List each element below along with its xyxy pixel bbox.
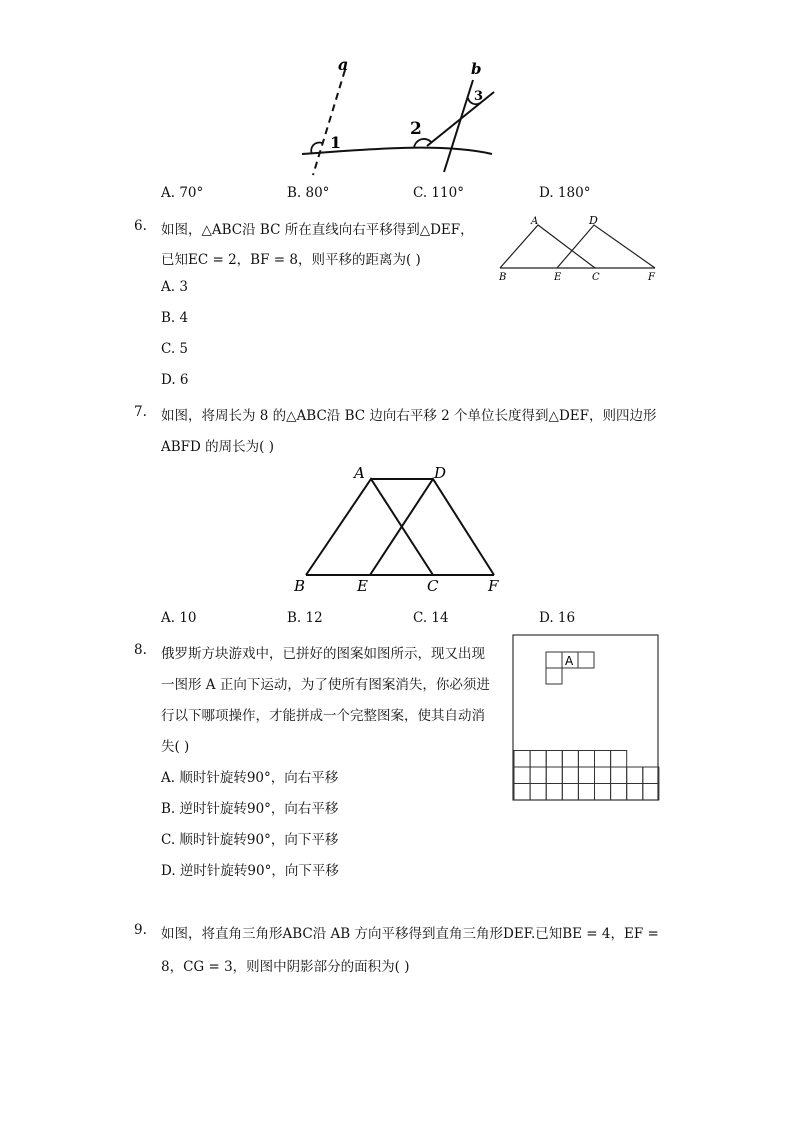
q6-text-line2: 已知EC = 2，BF = 8，则平移的距离为( ) bbox=[161, 252, 421, 268]
label-2: 2 bbox=[410, 119, 422, 139]
piece-label-A: A bbox=[565, 654, 574, 668]
stack-cell bbox=[611, 767, 627, 784]
stack-cell bbox=[643, 767, 659, 784]
q6-option-d: D. 6 bbox=[161, 372, 189, 388]
q8-option-a: A. 顺时针旋转90°，向右平移 bbox=[161, 770, 339, 786]
stack-cell bbox=[611, 751, 627, 768]
stack-cell bbox=[514, 784, 530, 801]
q8-option-d: D. 逆时针旋转90°，向下平移 bbox=[161, 863, 339, 879]
q8-text-line2: 一图形 A 正向下运动，为了使所有图案消失，你必须进 bbox=[161, 677, 490, 693]
stack-cell bbox=[595, 751, 611, 768]
q8-option-b: B. 逆时针旋转90°，向右平移 bbox=[161, 801, 339, 817]
stack-cell bbox=[546, 767, 562, 784]
q7-option-d: D. 16 bbox=[539, 610, 576, 626]
stack-cell bbox=[514, 767, 530, 784]
q5-option-b: B. 80° bbox=[287, 185, 330, 201]
q7-option-c: C. 14 bbox=[413, 610, 449, 626]
q7-text-line2: ABFD 的周长为( ) bbox=[161, 439, 274, 455]
q7-option-b: B. 12 bbox=[287, 610, 323, 626]
stack-cell bbox=[530, 751, 546, 768]
stack-cell bbox=[627, 767, 643, 784]
stack-cell bbox=[514, 751, 530, 768]
q6-option-a: A. 3 bbox=[161, 279, 188, 295]
stack-cell bbox=[611, 784, 627, 801]
q6-label-D: D bbox=[589, 214, 598, 227]
stack-cell bbox=[578, 767, 594, 784]
piece-cell bbox=[546, 668, 562, 684]
stack-cell bbox=[530, 767, 546, 784]
stacked-grid bbox=[514, 751, 659, 801]
label-b: b bbox=[471, 60, 482, 78]
q7-number: 7. bbox=[134, 404, 147, 420]
q7-label-F: F bbox=[488, 577, 499, 595]
q7-label-E: E bbox=[357, 577, 368, 595]
q6-label-C: C bbox=[592, 272, 600, 283]
q5-option-c: C. 110° bbox=[413, 185, 464, 201]
stack-cell bbox=[578, 784, 594, 801]
q7-label-D: D bbox=[434, 464, 447, 482]
q6-label-B: B bbox=[499, 272, 507, 283]
label-a: a bbox=[338, 55, 349, 74]
q9-text-line1: 如图，将直角三角形ABC沿 AB 方向平移得到直角三角形DEF.已知BE = 4，EF = bbox=[161, 926, 659, 942]
stack-cell bbox=[562, 751, 578, 768]
stack-cell bbox=[643, 784, 659, 801]
stack-cell bbox=[595, 767, 611, 784]
q7-label-A: A bbox=[354, 464, 365, 482]
q7-label-B: B bbox=[294, 577, 306, 595]
q6-label-E: E bbox=[554, 272, 562, 283]
q9-text-line2: 8，CG = 3，则图中阴影部分的面积为( ) bbox=[161, 959, 410, 975]
q7-option-a: A. 10 bbox=[161, 610, 197, 626]
q7-text-line1: 如图，将周长为 8 的△ABC沿 BC 边向右平移 2 个单位长度得到△DEF，则四边形 bbox=[161, 408, 657, 424]
q6-option-c: C. 5 bbox=[161, 341, 189, 357]
q9-number: 9. bbox=[134, 922, 147, 938]
stack-cell bbox=[546, 784, 562, 801]
q6-label-A: A bbox=[531, 216, 539, 227]
label-3: 3 bbox=[474, 89, 484, 104]
stack-cell bbox=[578, 751, 594, 768]
stack-cell bbox=[546, 751, 562, 768]
q7-label-C: C bbox=[427, 577, 439, 595]
piece-cell bbox=[546, 652, 562, 668]
q6-option-b: B. 4 bbox=[161, 310, 189, 326]
stack-cell bbox=[530, 784, 546, 801]
q5-option-d: D. 180° bbox=[539, 185, 591, 201]
q8-text-line4: 失( ) bbox=[161, 739, 190, 755]
q6-number: 6. bbox=[134, 218, 147, 234]
q8-number: 8. bbox=[134, 642, 147, 658]
q6-text-line1: 如图，△ABC沿 BC 所在直线向右平移得到△DEF， bbox=[161, 222, 474, 238]
stack-cell bbox=[562, 784, 578, 801]
q6-label-F: F bbox=[648, 272, 655, 283]
q8-text-line3: 行以下哪项操作，才能拼成一个完整图案，使其自动消 bbox=[161, 708, 485, 724]
q8-option-c: C. 顺时针旋转90°，向下平移 bbox=[161, 832, 339, 848]
piece-cell bbox=[578, 652, 594, 668]
tetris-frame bbox=[513, 635, 658, 800]
stack-cell bbox=[562, 767, 578, 784]
stack-cell bbox=[595, 784, 611, 801]
q8-text-line1: 俄罗斯方块游戏中，已拼好的图案如图所示，现又出现 bbox=[161, 646, 485, 662]
q5-option-a: A. 70° bbox=[161, 185, 204, 201]
stack-cell bbox=[627, 784, 643, 801]
label-1: 1 bbox=[330, 133, 342, 152]
